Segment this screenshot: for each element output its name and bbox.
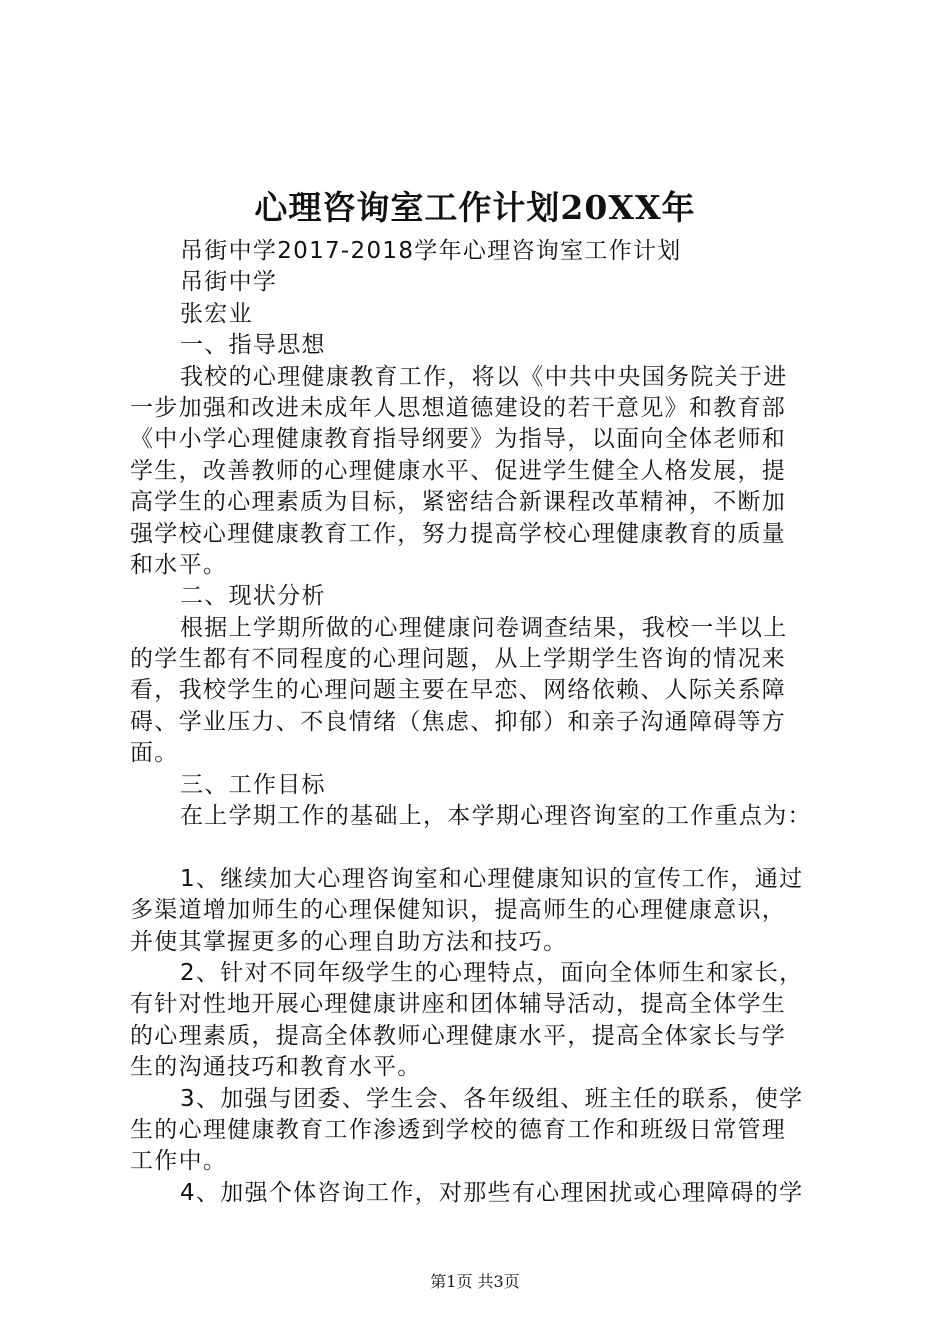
- body-line: 看，我校学生的心理问题主要在早恋、网络依赖、人际关系障: [130, 677, 787, 704]
- body-line: 我校的心理健康教育工作，将以《中共中央国务院关于进: [180, 363, 788, 390]
- blank-line: [130, 832, 836, 863]
- page-footer: 第1页 共3页: [430, 1272, 520, 1291]
- body-line: 生的沟通技巧和教育水平。: [130, 1054, 422, 1081]
- body-line: 根据上学期所做的心理健康问卷调查结果，我校一半以上: [180, 614, 788, 641]
- body-line: 张宏业: [180, 300, 253, 327]
- body-line: 吊街中学: [180, 269, 278, 296]
- body-line: 多渠道增加师生的心理保健知识，提高师生的心理健康意识，: [130, 897, 787, 924]
- body-line: 有针对性地开展心理健康讲座和团体辅导活动，提高全体学生: [130, 991, 787, 1018]
- body-line: 4、加强个体咨询工作，对那些有心理困扰或心理障碍的学: [180, 1179, 804, 1206]
- body-line: 工作中。: [130, 1148, 228, 1175]
- body-line: 1、继续加大心理咨询室和心理健康知识的宣传工作，通过: [180, 865, 804, 892]
- document-title: 心理咨询室工作计划20XX年: [254, 188, 696, 227]
- body-line: 强学校心理健康教育工作，努力提高学校心理健康教育的质量: [130, 520, 787, 547]
- body-line: 碍、学业压力、不良情绪（焦虑、抑郁）和亲子沟通障碍等方: [130, 708, 787, 735]
- body-line: 《中小学心理健康教育指导纲要》为指导，以面向全体老师和: [130, 426, 787, 453]
- document-body: [130, 236, 836, 1209]
- body-line: 的学生都有不同程度的心理问题，从上学期学生咨询的情况来: [130, 646, 787, 673]
- body-line: 和水平。: [130, 551, 228, 578]
- body-line: 的心理素质，提高全体教师心理健康水平，提高全体家长与学: [130, 1022, 787, 1049]
- body-line: 面。: [130, 740, 179, 767]
- body-line: 二、现状分析: [180, 583, 326, 610]
- body-line: 2、针对不同年级学生的心理特点，面向全体师生和家长，: [180, 959, 804, 986]
- body-line: 生的心理健康教育工作渗透到学校的德育工作和班级日常管理: [130, 1116, 787, 1143]
- body-line: 高学生的心理素质为目标，紧密结合新课程改革精神，不断加: [130, 489, 787, 516]
- body-line: 3、加强与团委、学生会、各年级组、班主任的联系，使学: [180, 1085, 804, 1112]
- body-line: 在上学期工作的基础上，本学期心理咨询室的工作重点为：: [180, 803, 812, 830]
- body-line: 三、工作目标: [180, 771, 326, 798]
- body-line: 学生，改善教师的心理健康水平、促进学生健全人格发展，提: [130, 457, 787, 484]
- body-line: 并使其掌握更多的心理自助方法和技巧。: [130, 928, 568, 955]
- body-line: 一步加强和改进未成年人思想道德建设的若干意见》和教育部: [130, 394, 787, 421]
- body-line: 一、指导思想: [180, 332, 326, 359]
- body-line: 吊街中学2017-2018学年心理咨询室工作计划: [180, 238, 682, 264]
